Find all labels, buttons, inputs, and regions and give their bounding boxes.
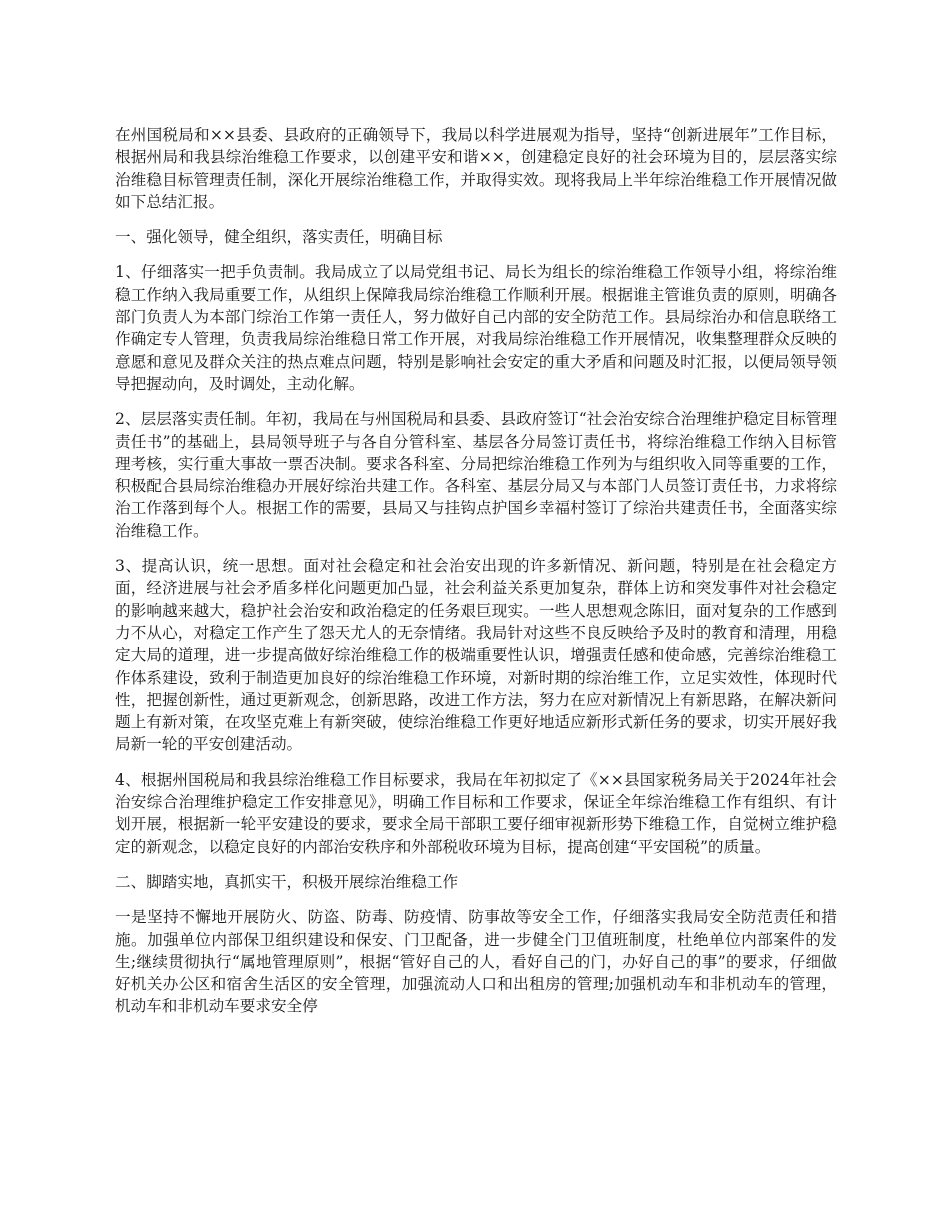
paragraph-item-3: 3、提高认识，统一思想。面对社会稳定和社会治安出现的许多新情况、新问题，特别是在社会稳定方面，经济进展与社会矛盾多样化问题更加凸显，社会利益关系更加复杂，群体上访和突发事件对社会稳定的影响越来越大，稳护社会治安和政治稳定的任务艰巨现实。一些人思想观念陈旧，面对复杂的工作感到力不从心，对稳定工作产生了怨天尤人的无奈情绪。我局针对这些不良反映给予及时的教育和清理，用稳定大局的道理，进一步提高做好综治维稳工作的极端重要性认识，增强责任感和使命感，完善综治维稳工作体系建设，致利于制造更加良好的综治维稳工作环境，对新时期的综治维工作，立足实效性，体现时代性，把握创新性，通过更新观念，创新思路，改进工作方法，努力在应对新情况上有新思路，在解决新问题上有新对策，在攻坚克难上有新突破，使综治维稳工作更好地适应新形式新任务的要求，切实开展好我局新一轮的平安创建活动。 <box>115 557 837 754</box>
paragraph-item-2: 2、层层落实责任制。年初，我局在与州国税局和县委、县政府签订“社会治安综合治理维护稳定目标管理责任书”的基础上，县局领导班子与各自分管科室、基层各分局签订责任书，将综治维稳工作纳入目标管理考核，实行重大事故一票否决制。要求各科室、分局把综治维稳工作列为与组织收入同等重要的工作，积极配合县局综治维稳办开展好综治共建工作。各科室、基层分局又与本部门人员签订责任书，力求将综治工作落到每个人。根据工作的需要，县局又与挂钩点护国乡幸福村签订了综治共建责任书，全面落实综治维稳工作。 <box>115 410 837 540</box>
intro-paragraph: 在州国税局和××县委、县政府的正确领导下，我局以科学进展观为指导，坚持“创新进展年”工作目标，根据州局和我县综治维稳工作要求，以创建平安和谐××，创建稳定良好的社会环境为目的，层层落实综治维稳目标管理责任制，深化开展综治维稳工作，并取得实效。现将我局上半年综治维稳工作开展情况做如下总结汇报。 <box>115 126 837 211</box>
paragraph-item-1: 1、仔细落实一把手负责制。我局成立了以局党组书记、局长为组长的综治维稳工作领导小组，将综治维稳工作纳入我局重要工作，从组织上保障我局综治维稳工作顺利开展。根据谁主管谁负责的原则，明确各部门负责人为本部门综治工作第一责任人，努力做好自己内部的安全防范工作。县局综治办和信息联络工作确定专人管理，负责我局综治维稳日常工作开展，对我局综治维稳工作开展情况，收集整理群众反映的意愿和意见及群众关注的热点难点问题，特别是影响社会安定的重大矛盾和问题及时汇报，以便局领导领导把握动向，及时调处，主动化解。 <box>115 263 837 393</box>
paragraph-item-4: 4、根据州国税局和我县综治维稳工作目标要求，我局在年初拟定了《××县国家税务局关于2024年社会治安综合治理维护稳定工作安排意见》，明确工作目标和工作要求，保证全年综治维稳工作有组织、有计划开展，根据新一轮平安建设的要求，要求全局干部职工要仔细审视新形势下维稳工作，自觉树立维护稳定的新观念，以稳定良好的内部治安秩序和外部税收环境为目标，提高创建“平安国税”的质量。 <box>115 770 837 856</box>
paragraph-point-1: 一是坚持不懈地开展防火、防盗、防毒、防疫情、防事故等安全工作，仔细落实我局安全防范责任和措施。加强单位内部保卫组织建设和保安、门卫配备，进一步健全门卫值班制度，杜绝单位内部案件的发生;继续贯彻执行“属地管理原则”，根据“管好自己的人，看好自己的门，办好自己的事”的要求，仔细做好机关办公区和宿舍生活区的安全管理，加强流动人口和出租房的管理;加强机动车和非机动车的管理，机动车和非机动车要求安全停 <box>115 908 837 1016</box>
document-body <box>115 124 837 1031</box>
section-heading-2: 二、脚踏实地，真抓实干，积极开展综治维稳工作 <box>115 872 459 891</box>
section-heading-1: 一、强化领导，健全组织，落实责任，明确目标 <box>115 228 443 247</box>
